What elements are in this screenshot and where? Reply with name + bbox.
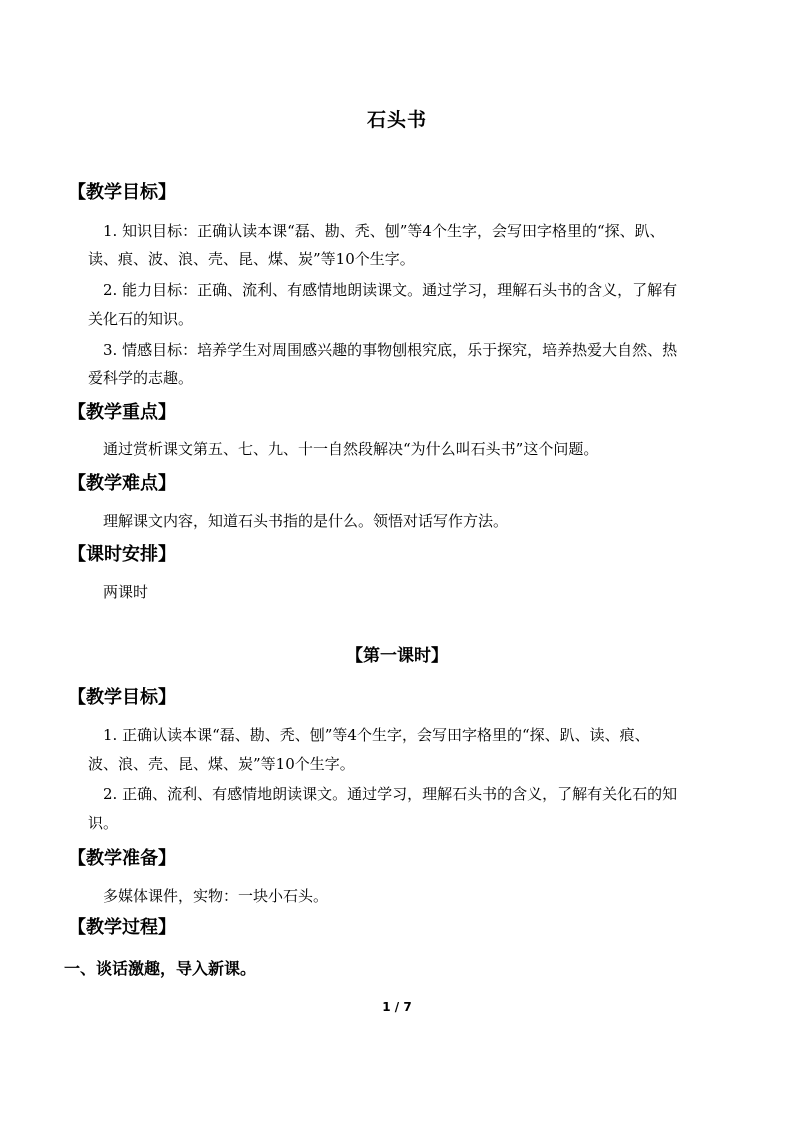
goal-2-line-2: 关化石的知识。 [88, 310, 194, 328]
goal-3-line-2: 爱科学的志趣。 [88, 369, 194, 387]
section-heading-difficulties: 【教学难点】 [68, 473, 176, 494]
lesson-one-heading: 【第一课时】 [346, 646, 448, 666]
lesson-one-goals-heading: 【教学目标】 [68, 687, 176, 708]
page-number: 1 / 7 [382, 1000, 412, 1014]
lesson-one-step-1: 一、谈话激趣，导入新课。 [64, 959, 257, 978]
section-heading-goals: 【教学目标】 [68, 182, 176, 203]
lesson-one-prep-heading: 【教学准备】 [68, 848, 176, 869]
lesson-one-goal-2-line-2: 识。 [88, 814, 119, 832]
lesson-one-goal-1-line-2: 波、浪、壳、昆、煤、炭”等10个生字。 [88, 755, 355, 773]
key-points-text: 通过赏析课文第五、七、九、十一自然段解决“为什么叫石头书”这个问题。 [103, 440, 599, 458]
lesson-one-goal-1-line-1: 1. 正确认读本课“磊、勘、秃、刨”等4个生字，会写田字格里的“探、趴、读、痕、 [103, 726, 650, 744]
difficulties-text: 理解课文内容，知道石头书指的是什么。领悟对话写作方法。 [103, 512, 509, 530]
section-heading-schedule: 【课时安排】 [68, 544, 176, 565]
goal-2-line-1: 2. 能力目标：正确、流利、有感情地朗读课文。通过学习，理解石头书的含义，了解有 [103, 281, 678, 299]
document-title: 石头书 [366, 109, 427, 131]
lesson-one-process-heading: 【教学过程】 [68, 917, 176, 938]
schedule-text: 两课时 [103, 583, 149, 601]
goal-1-line-2: 读、痕、波、浪、壳、昆、煤、炭”等10个生字。 [88, 250, 415, 268]
lesson-one-prep-text: 多媒体课件，实物：一块小石头。 [103, 887, 329, 905]
goal-1-line-1: 1. 知识目标：正确认读本课“磊、勘、秃、刨”等4个生字，会写田字格里的“探、趴、 [103, 222, 665, 240]
section-heading-key-points: 【教学重点】 [68, 402, 176, 423]
lesson-one-goal-2-line-1: 2. 正确、流利、有感情地朗读课文。通过学习，理解石头书的含义，了解有关化石的知 [103, 785, 678, 803]
goal-3-line-1: 3. 情感目标：培养学生对周围感兴趣的事物刨根究底，乐于探究，培养热爱大自然、热 [103, 341, 678, 359]
